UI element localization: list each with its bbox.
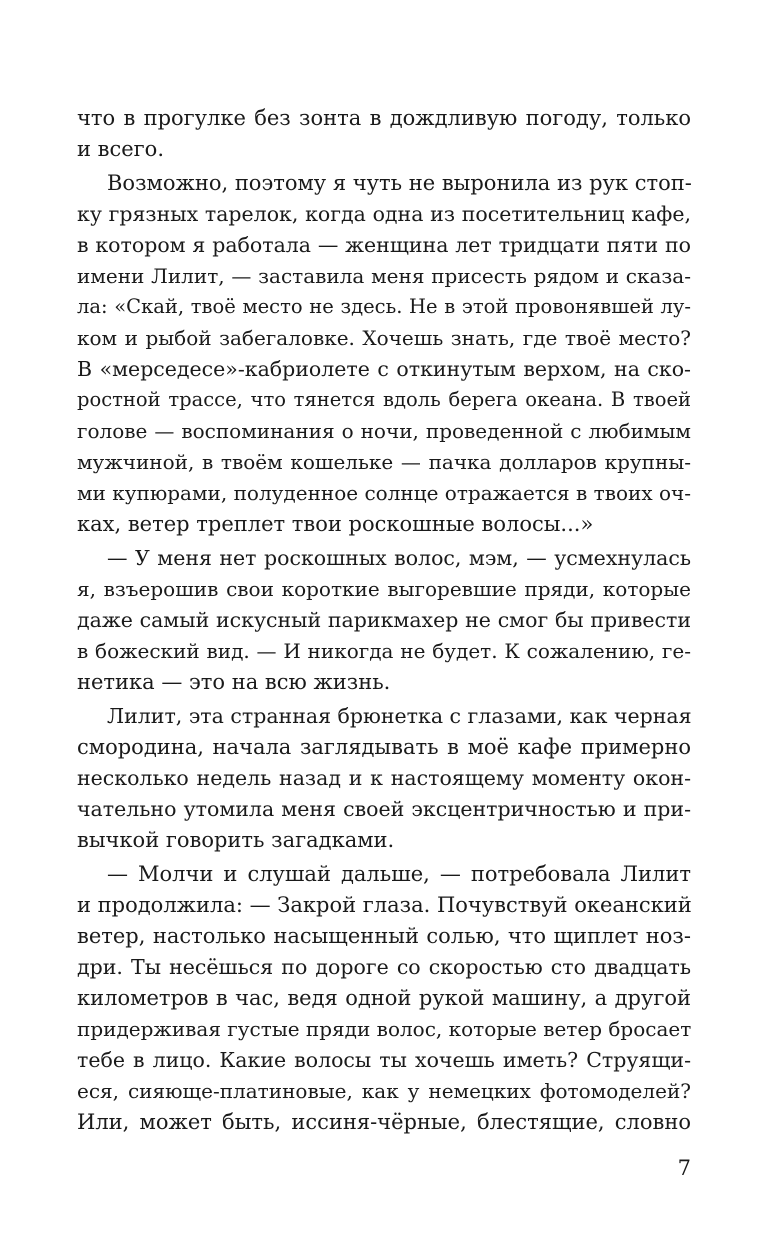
- page-number: 7: [677, 1156, 691, 1180]
- text-line: даже самый искусный парикмахер не смог бы привести: [77, 608, 691, 632]
- text-line: и всего.: [77, 137, 165, 161]
- text-line: и продолжила: — Закрой глаза. Почувствуй океанский: [77, 893, 692, 917]
- text-line: километров в час, ведя одной рукой машину, а другой: [77, 986, 691, 1010]
- text-line: мужчиной, в твоём кошельке — пачка долларов крупны-: [77, 450, 691, 474]
- text-line: смородина, начала заглядывать в моё кафе примерно: [77, 735, 691, 759]
- text-line: что в прогулке без зонта в дождливую погоду, только: [77, 106, 691, 130]
- text-line: в божеский вид. — И никогда не будет. К сожалению, ге-: [77, 639, 691, 663]
- text-line: — У меня нет роскошных волос, мэм, — усмехнулась: [107, 546, 691, 570]
- text-line: ветер, настолько насыщенный солью, что щиплет ноз-: [77, 924, 691, 948]
- text-line: ла: «Скай, твоё место не здесь. Не в этой провонявшей лу-: [77, 295, 691, 318]
- text-line: вычкой говорить загадками.: [77, 828, 395, 852]
- text-line: я, взъерошив свои короткие выгоревшие пряди, которые: [77, 577, 691, 601]
- text-line: еся, сияюще-платиновые, как у немецких фотомоделей?: [77, 1079, 691, 1103]
- text-line: ках, ветер треплет твои роскошные волосы...»: [77, 512, 594, 536]
- text-line: ку грязных тарелок, когда одна из посетительниц кафе,: [77, 202, 691, 226]
- text-line: несколько недель назад и к настоящему моменту окон-: [77, 766, 691, 790]
- text-line: Или, может быть, иссиня-чёрные, блестящие, словно: [77, 1110, 691, 1134]
- text-line: ростной трассе, что тянется вдоль берега океана. В твоей: [77, 388, 691, 411]
- text-line: нетика — это на всю жизнь.: [77, 670, 391, 694]
- text-line: ком и рыбой забегаловке. Хочешь знать, где твоё место?: [77, 326, 691, 350]
- text-line: — Молчи и слушай дальше, — потребовала Лилит: [107, 862, 691, 886]
- text-line: ми купюрами, полуденное солнце отражается в твоих оч-: [77, 481, 692, 505]
- text-line: в котором я работала — женщина лет тридцати пяти по: [77, 233, 691, 257]
- text-line: дри. Ты несёшься по дороге со скоростью сто двадцать: [77, 955, 691, 979]
- text-line: Возможно, поэтому я чуть не выронила из рук стоп-: [107, 171, 692, 195]
- text-line: В «мерседесе»-кабриолете с откинутым верхом, на ско-: [77, 357, 691, 381]
- text-line: имени Лилит, — заставила меня присесть рядом и сказа-: [77, 264, 691, 288]
- text-line: тебе в лицо. Какие волосы ты хочешь иметь? Струящи-: [77, 1048, 691, 1072]
- text-line: голове — воспоминания о ночи, проведенной с любимым: [77, 419, 691, 443]
- text-line: придерживая густые пряди волос, которые ветер бросает: [77, 1017, 692, 1041]
- text-line: чательно утомила меня своей эксцентричностью и при-: [77, 797, 691, 821]
- text-line: Лилит, эта странная брюнетка с глазами, как черная: [107, 704, 692, 728]
